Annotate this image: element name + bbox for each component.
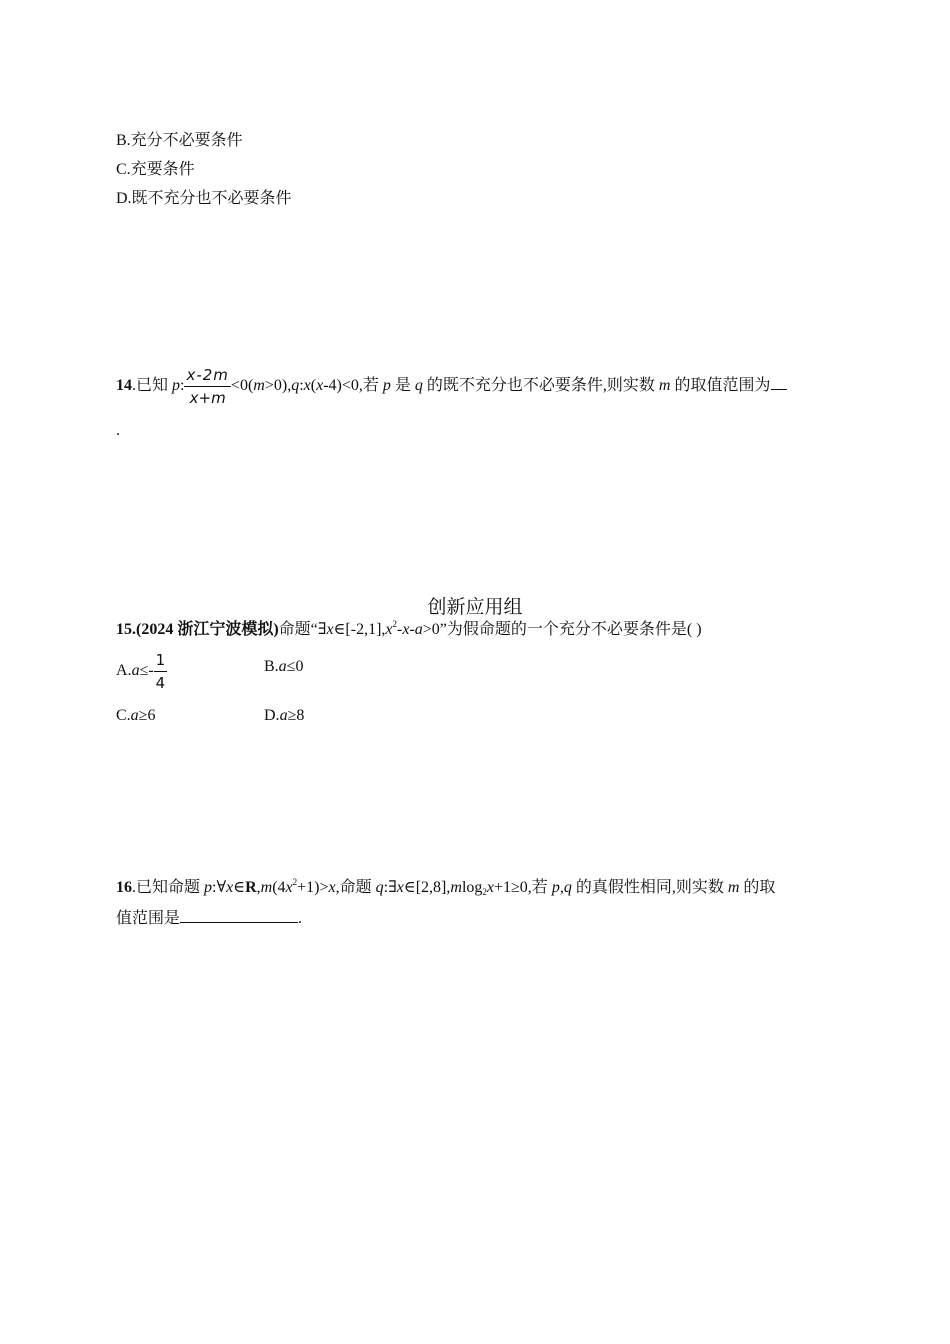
option-a-15[interactable]: A.a≤- $\frac{1}{4}$ — [116, 650, 166, 692]
option-b: B.充分不必要条件 — [116, 132, 243, 149]
answer-blank[interactable] — [180, 908, 298, 923]
question-16-line2: 值范围是 . — [116, 910, 303, 927]
question-source: .(2024 浙江宁波模拟) — [132, 621, 279, 638]
section-heading: 创新应用组 — [427, 596, 523, 618]
question-15: 15.(2024 浙江宁波模拟)命题“$\exists x\in[-2,1],x^2-x-a>0$”为假命题的一个充分不必要条件是( ) — [116, 619, 702, 638]
option-b-15[interactable]: B.a≤0 — [264, 658, 304, 675]
question-16: 16.已知命题 $p:\forall x\in R,m(4x^2+1)>x$,命题 q:∃x∈[2,8],mlog$_2$x+1≥0,若 p,q 的真假性相同,则实数 m 的取 — [116, 877, 776, 897]
fraction: $\frac{x-2m}{x+m}$ — [186, 365, 229, 407]
question-14-end: . — [116, 422, 120, 439]
option-d: D.既不充分也不必要条件 — [116, 190, 292, 207]
fraction: $\frac{1}{4}$ — [155, 650, 166, 692]
option-c: C.充要条件 — [116, 161, 195, 178]
question-number: 15 — [116, 621, 132, 638]
option-c-15[interactable]: C.a≥6 — [116, 707, 156, 724]
option-d-15[interactable]: D.a≥8 — [264, 707, 305, 724]
question-number: 14 — [116, 377, 132, 394]
answer-blank[interactable] — [771, 375, 787, 390]
question-number: 16 — [116, 879, 132, 896]
question-14: 14.已知 p: $\frac{x-2m}{x+m}$ <0(m>0),q:x(x-4)<0,若 p 是 q 的既不充分也不必要条件,则实数 m 的取值范围为 — [116, 362, 787, 410]
